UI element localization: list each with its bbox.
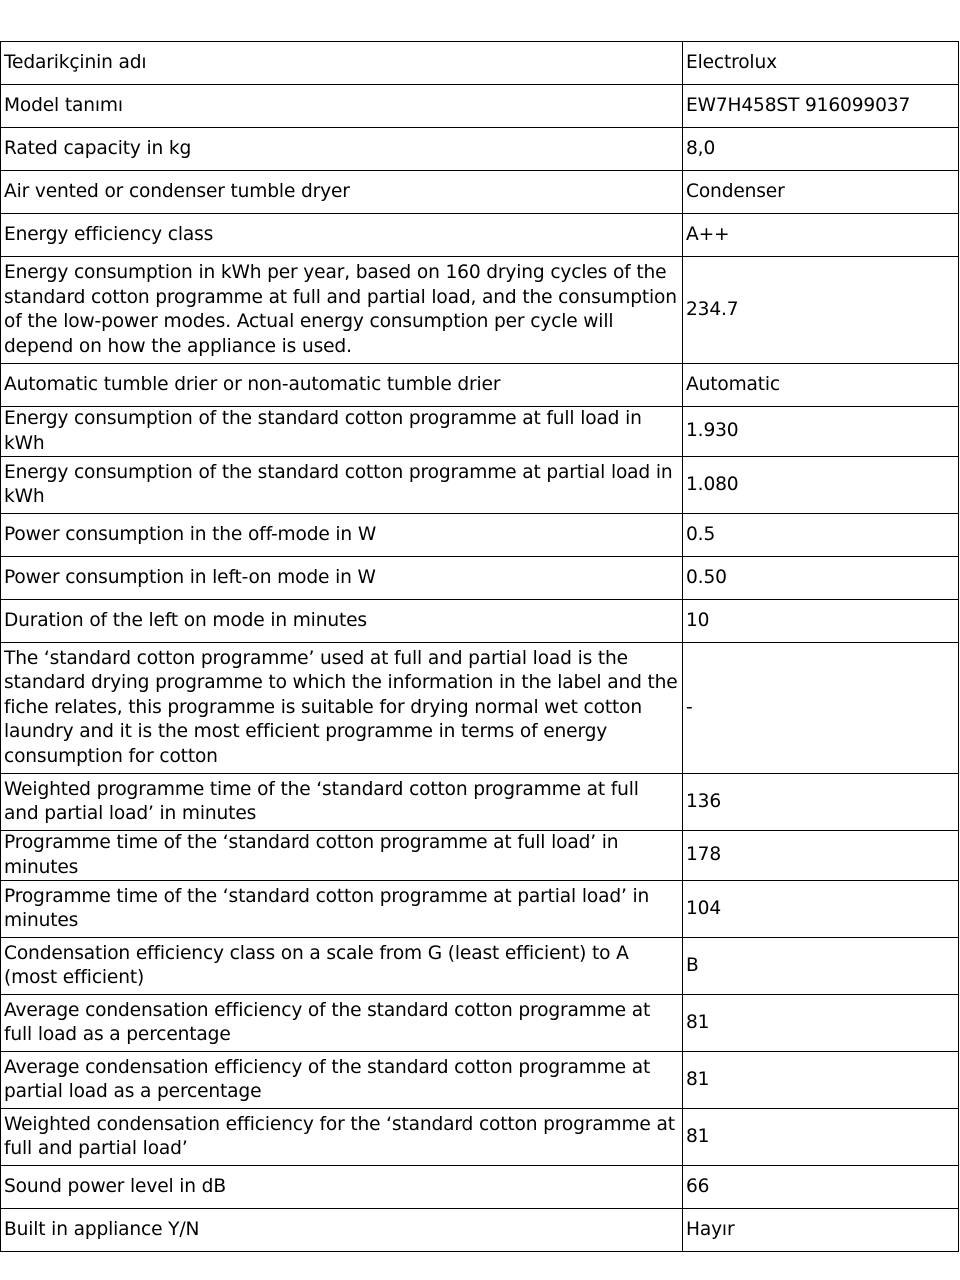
table-row	[1, 1109, 959, 1166]
table-row	[1, 171, 959, 214]
row-label: Programme time of the ‘standard cotton programme at partial load’ in minutes	[1, 881, 683, 938]
table-row	[1, 600, 959, 643]
row-value: 178	[683, 831, 959, 881]
row-value: Automatic	[683, 364, 959, 407]
row-label: Average condensation efficiency of the standard cotton programme at full load as a percentage	[1, 995, 683, 1052]
table-row	[1, 995, 959, 1052]
row-label: Tedarikçinin adı	[1, 42, 683, 85]
table-row	[1, 1052, 959, 1109]
row-label: Programme time of the ‘standard cotton programme at full load’ in minutes	[1, 831, 683, 881]
table-row	[1, 1209, 959, 1252]
row-value: 1.080	[683, 457, 959, 514]
table-row	[1, 257, 959, 364]
table-row	[1, 42, 959, 85]
row-value: 10	[683, 600, 959, 643]
row-value: A++	[683, 214, 959, 257]
table-row	[1, 938, 959, 995]
row-label: Condensation efficiency class on a scale from G (least efficient) to A (most efficient)	[1, 938, 683, 995]
row-value: B	[683, 938, 959, 995]
row-value: 81	[683, 1109, 959, 1166]
row-value: Electrolux	[683, 42, 959, 85]
row-label: Energy efficiency class	[1, 214, 683, 257]
table-row	[1, 364, 959, 407]
table-row	[1, 214, 959, 257]
table-row	[1, 1166, 959, 1209]
table-row	[1, 774, 959, 831]
row-label: Sound power level in dB	[1, 1166, 683, 1209]
row-label: Average condensation efficiency of the standard cotton programme at partial load as a percentage	[1, 1052, 683, 1109]
row-value: 81	[683, 995, 959, 1052]
row-value: Condenser	[683, 171, 959, 214]
row-value: -	[683, 643, 959, 774]
row-value: 0.5	[683, 514, 959, 557]
row-value: 1.930	[683, 407, 959, 457]
table-row	[1, 128, 959, 171]
row-label: Energy consumption of the standard cotton programme at full load in kWh	[1, 407, 683, 457]
row-value: 136	[683, 774, 959, 831]
table-row	[1, 407, 959, 457]
row-value: 81	[683, 1052, 959, 1109]
row-value: 8,0	[683, 128, 959, 171]
row-label: Energy consumption in kWh per year, based on 160 drying cycles of the standard cotton programme at full and partial load, and the consumption of the low-power modes. Actual energy consumption per cycle will depend on how the appliance is used.	[1, 257, 683, 364]
table-row	[1, 557, 959, 600]
row-label: Power consumption in left-on mode in W	[1, 557, 683, 600]
table-row	[1, 457, 959, 514]
row-value: 66	[683, 1166, 959, 1209]
row-label: Power consumption in the off-mode in W	[1, 514, 683, 557]
row-label: Duration of the left on mode in minutes	[1, 600, 683, 643]
row-label: Rated capacity in kg	[1, 128, 683, 171]
row-label: Air vented or condenser tumble dryer	[1, 171, 683, 214]
row-value: 234.7	[683, 257, 959, 364]
row-value: Hayır	[683, 1209, 959, 1252]
row-label: The ‘standard cotton programme’ used at full and partial load is the standard drying programme to which the information in the label and the fiche relates, this programme is suitable for drying normal wet cotton laundry and it is the most efficient programme in terms of energy consumption for cotton	[1, 643, 683, 774]
row-label: Energy consumption of the standard cotton programme at partial load in kWh	[1, 457, 683, 514]
table-row	[1, 643, 959, 774]
row-label: Automatic tumble drier or non-automatic tumble drier	[1, 364, 683, 407]
product-fiche-table	[0, 41, 959, 1252]
table-row	[1, 85, 959, 128]
row-label: Weighted programme time of the ‘standard cotton programme at full and partial load’ in minutes	[1, 774, 683, 831]
row-label: Weighted condensation efficiency for the ‘standard cotton programme at full and partial load’	[1, 1109, 683, 1166]
table-row	[1, 514, 959, 557]
table-row	[1, 881, 959, 938]
row-label: Model tanımı	[1, 85, 683, 128]
product-fiche	[0, 41, 958, 1252]
row-value: 0.50	[683, 557, 959, 600]
row-value: 104	[683, 881, 959, 938]
row-value: EW7H458ST 916099037	[683, 85, 959, 128]
table-row	[1, 831, 959, 881]
row-label: Built in appliance Y/N	[1, 1209, 683, 1252]
